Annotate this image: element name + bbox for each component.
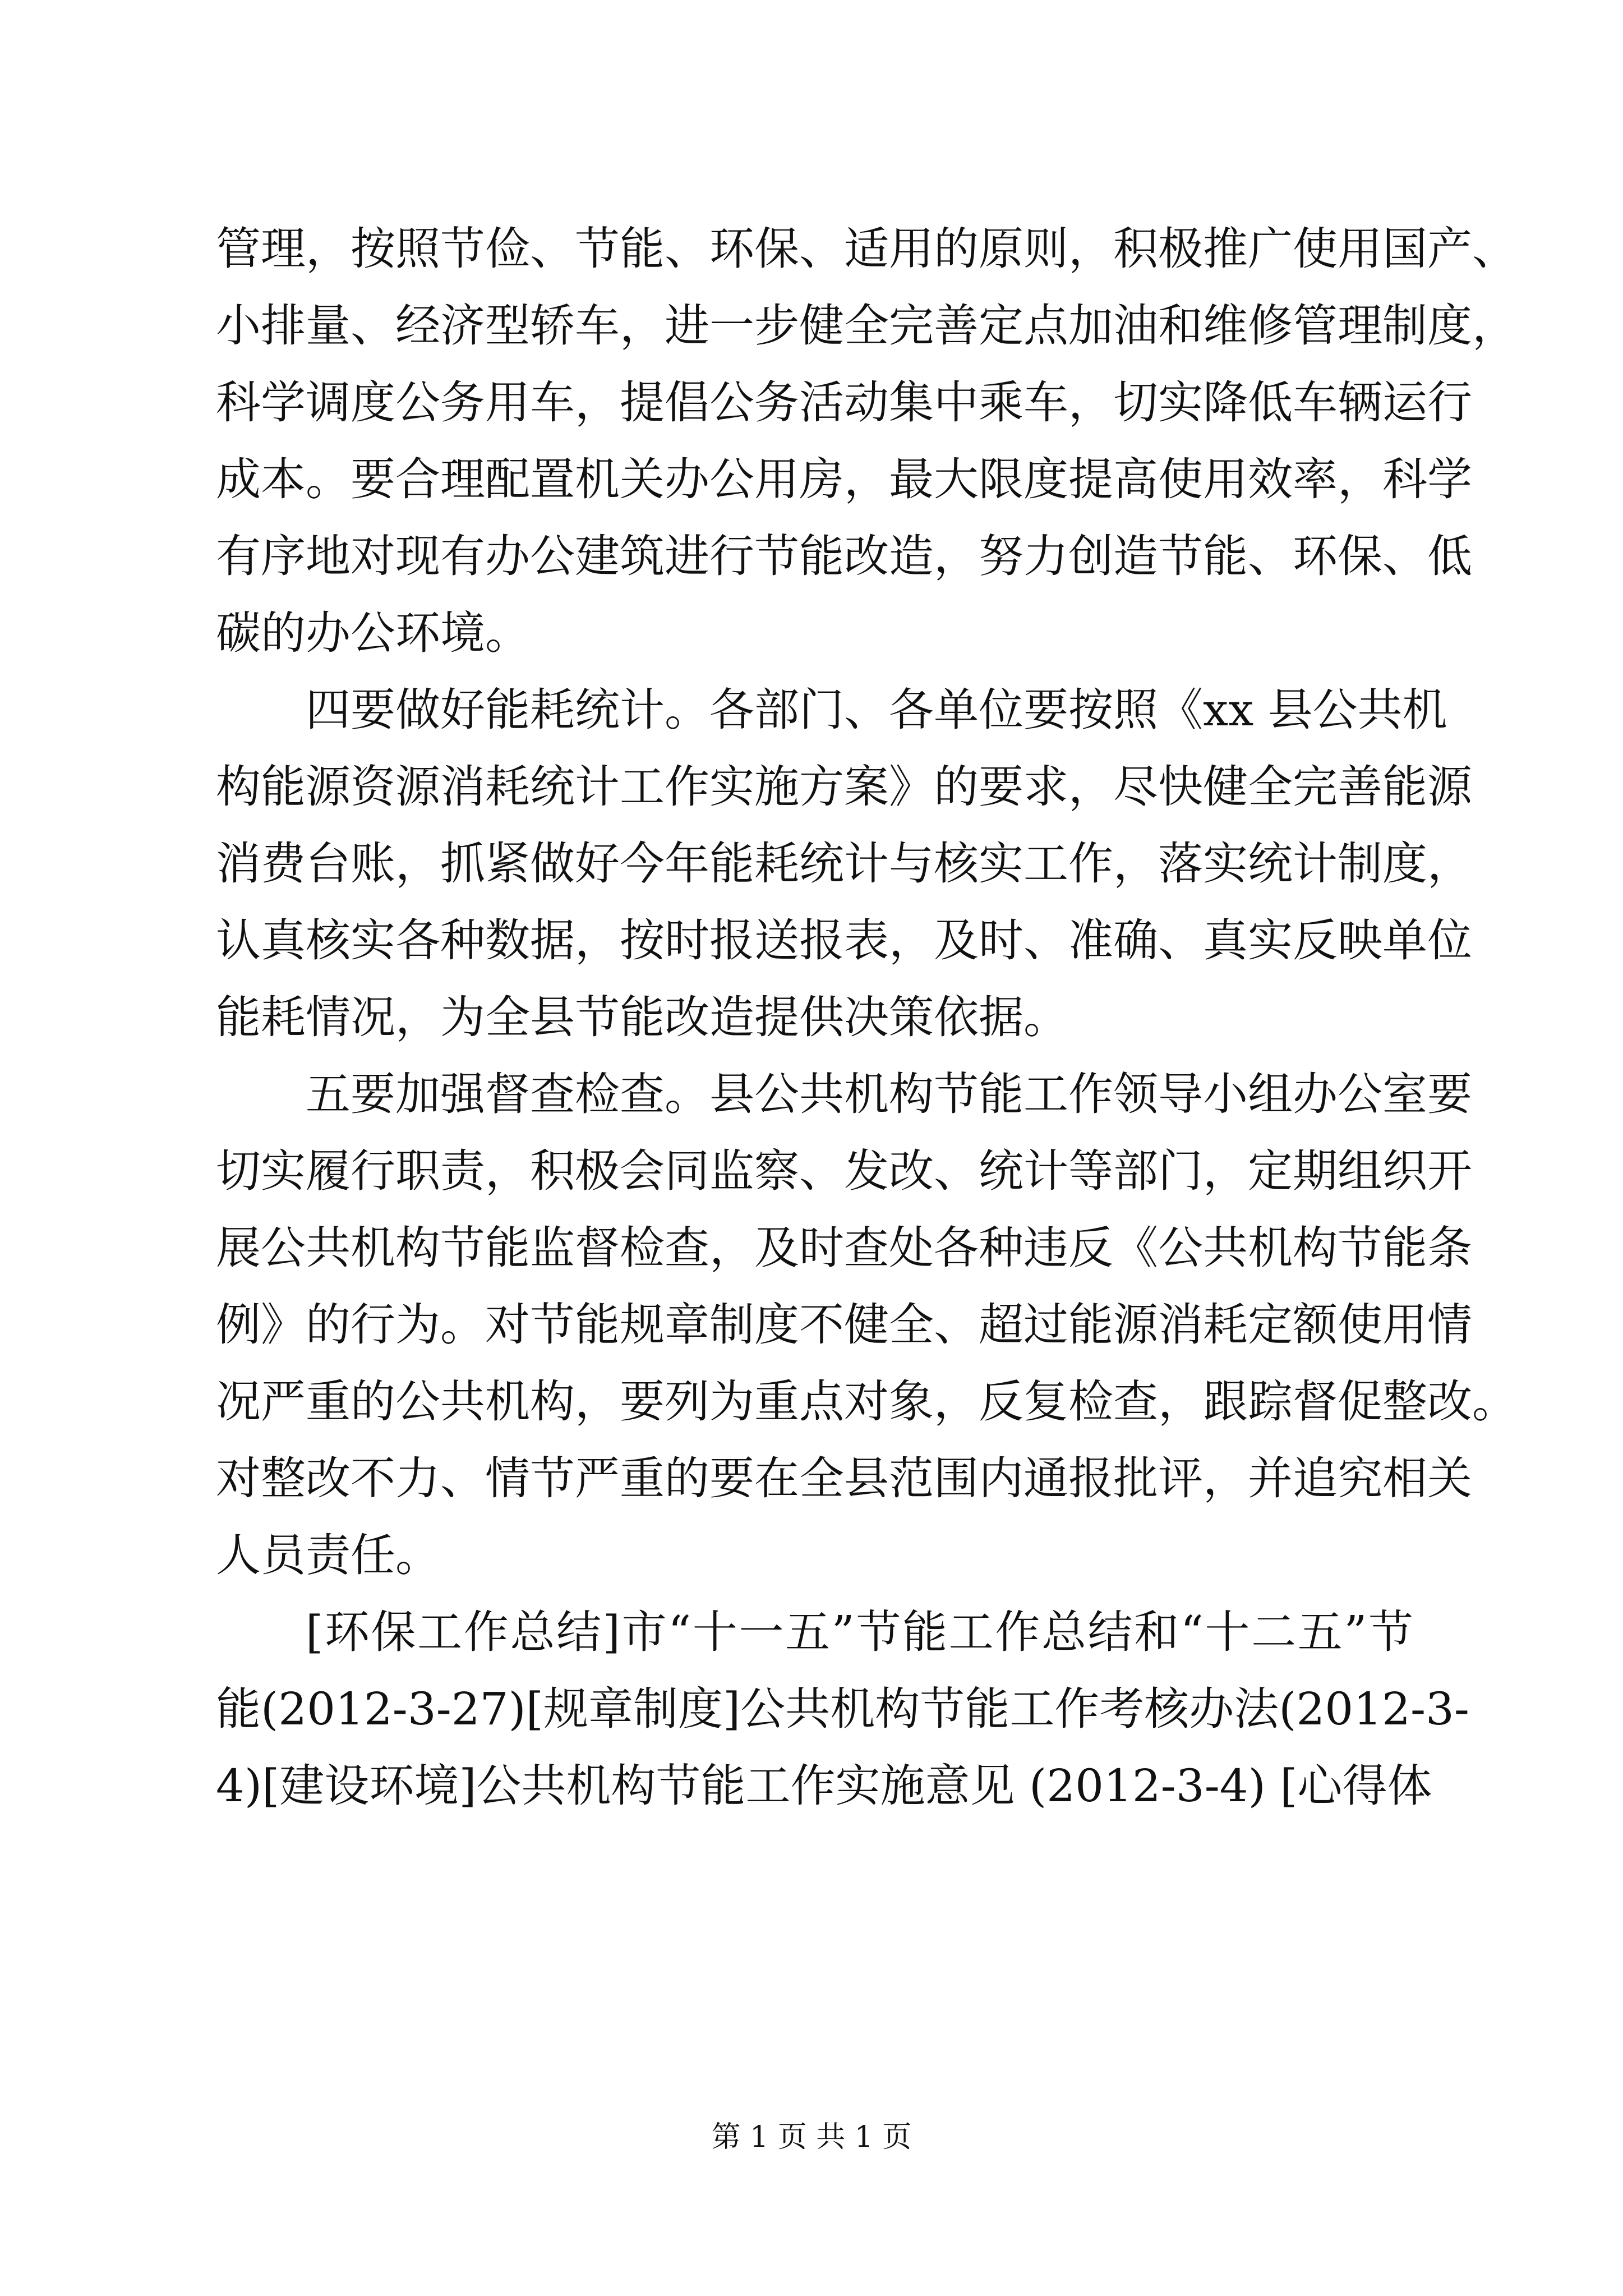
page-number-label: 第 1 页 共 1 页 <box>711 2120 912 2154</box>
text-line: 况严重的公共机构，要列为重点对象，反复检查，跟踪督促整改。 <box>216 1375 1517 1428</box>
text-line: 成本。要合理配置机关办公用房，最大限度提高使用效率，科学 <box>216 453 1472 505</box>
text-line: [环保工作总结]市“十一五”节能工作总结和“十二五”节 <box>306 1606 1413 1658</box>
text-line: 五要加强督查检查。县公共机构节能工作领导小组办公室要 <box>306 1068 1472 1120</box>
text-line: 四要做好能耗统计。各部门、各单位要按照《xx 县公共机 <box>306 684 1447 736</box>
text-line: 科学调度公务用车，提倡公务活动集中乘车，切实降低车辆运行 <box>216 376 1472 429</box>
text-line: 展公共机构节能监督检查，及时查处各种违反《公共机构节能条 <box>216 1222 1472 1274</box>
text-line: 能(2012-3-27)[规章制度]公共机构节能工作考核办法(2012-3- <box>216 1683 1469 1735</box>
page-footer <box>0 2118 1623 2157</box>
text-line: 对整改不力、情节严重的要在全县范围内通报批评，并追究相关 <box>216 1452 1472 1504</box>
text-line: 4)[建设环境]公共机构节能工作实施意见 (2012-3-4) [心得体 <box>216 1760 1432 1812</box>
text-line: 碳的办公环境。 <box>216 607 530 659</box>
text-line: 管理，按照节俭、节能、环保、适用的原则，积极推广使用国产、 <box>216 223 1517 275</box>
text-line: 切实履行职责，积极会同监察、发改、统计等部门，定期组织开 <box>216 1145 1472 1197</box>
text-line: 能耗情况，为全县节能改造提供决策依据。 <box>216 991 1068 1043</box>
text-line: 小排量、经济型轿车，进一步健全完善定点加油和维修管理制度， <box>216 300 1517 352</box>
body-text <box>216 210 1517 1824</box>
text-line: 例》的行为。对节能规章制度不健全、超过能源消耗定额使用情 <box>216 1299 1472 1351</box>
text-line: 认真核实各种数据，按时报送报表，及时、准确、真实反映单位 <box>216 914 1472 967</box>
text-line: 构能源资源消耗统计工作实施方案》的要求，尽快健全完善能源 <box>216 761 1472 813</box>
text-line: 有序地对现有办公建筑进行节能改造，努力创造节能、环保、低 <box>216 530 1472 582</box>
text-line: 人员责任。 <box>216 1529 440 1581</box>
text-line: 消费台账，抓紧做好今年能耗统计与核实工作，落实统计制度， <box>216 838 1472 890</box>
